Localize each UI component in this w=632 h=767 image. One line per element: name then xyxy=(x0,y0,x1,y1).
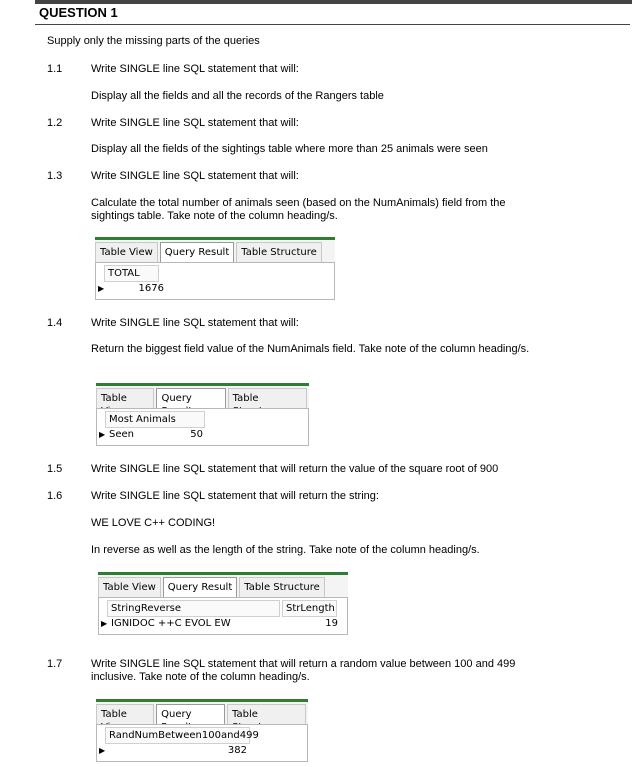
result-tabs xyxy=(96,699,308,724)
row-pointer-icon: ▶ xyxy=(101,619,108,628)
result-tabs xyxy=(96,383,309,408)
tab-table-structure[interactable]: Table Structure xyxy=(239,577,325,597)
column-header: RandNumBetween100and499 xyxy=(105,727,250,744)
tab-table-structure[interactable]: Table Structure xyxy=(236,242,322,262)
tab-table-view[interactable]: Table xyxy=(96,704,154,724)
result-cell: 50 xyxy=(190,429,203,440)
row-pointer-icon: ▶ xyxy=(98,284,105,293)
tab-query-result[interactable]: Query Result xyxy=(160,242,234,262)
q1-7-prompt: Write SINGLE line SQL statement that will return a random value between 100 and 499 inclusive. Take note of the column heading/s. xyxy=(91,658,516,683)
q1-6-detail: In reverse as well as the length of the string. Take note of the column heading/s. xyxy=(91,544,480,556)
result-cell: 382 xyxy=(227,745,247,756)
result-grid xyxy=(96,408,309,446)
q1-6-number: 1.6 xyxy=(47,490,63,502)
q1-2-prompt: Write SINGLE line SQL statement that will: xyxy=(91,117,299,129)
q1-4-prompt: Write SINGLE line SQL statement that will: xyxy=(91,317,299,329)
intro-text: Supply only the missing parts of the queries xyxy=(47,35,260,47)
q1-2-detail: Display all the fields of the sightings table where more than 25 animals were seen xyxy=(91,143,488,155)
q1-1-detail: Display all the fields and all the records of the Rangers table xyxy=(91,90,384,102)
q1-3-result-panel xyxy=(95,237,335,300)
row-pointer-icon: ▶ xyxy=(99,430,106,439)
tab-query-result[interactable]: Query xyxy=(156,704,225,724)
q1-5-prompt: Write SINGLE line SQL statement that will return the value of the square root of 900 xyxy=(91,463,499,475)
column-header: TOTAL xyxy=(104,265,159,282)
question-heading: QUESTION 1 xyxy=(39,5,118,20)
q1-3-detail: Calculate the total number of animals seen (based on the NumAnimals) field from the sightings table. Take note of the column heading/s. xyxy=(91,197,506,222)
result-grid xyxy=(98,597,348,635)
q1-7-number: 1.7 xyxy=(47,658,63,670)
tab-table-view[interactable]: Table xyxy=(96,388,154,408)
result-cell: 19 xyxy=(325,618,338,629)
result-grid xyxy=(96,724,308,762)
tab-table-structure[interactable]: Table xyxy=(227,704,306,724)
question-heading-box xyxy=(35,4,630,25)
q1-4-result-panel xyxy=(96,383,309,446)
q1-5-number: 1.5 xyxy=(47,463,63,475)
q1-4-number: 1.4 xyxy=(47,317,63,329)
result-tabs xyxy=(95,237,335,262)
q1-2-number: 1.2 xyxy=(47,117,63,129)
q1-6-string: WE LOVE C++ CODING! xyxy=(91,517,216,529)
result-grid xyxy=(95,262,335,300)
q1-6-prompt: Write SINGLE line SQL statement that will return the string: xyxy=(91,490,379,502)
q1-1-number: 1.1 xyxy=(47,63,63,75)
q1-4-detail: Return the biggest field value of the NumAnimals field. Take note of the column heading/s. xyxy=(91,343,530,355)
q1-6-result-panel xyxy=(98,572,348,635)
row-pointer-icon: ▶ xyxy=(99,746,106,755)
tab-table-view[interactable]: Table View xyxy=(98,577,161,597)
tab-query-result[interactable]: Query Result xyxy=(163,577,237,597)
tab-query-result[interactable]: Query xyxy=(156,388,225,408)
tab-table-structure[interactable]: Table xyxy=(228,388,307,408)
column-header: Most Animals Seen xyxy=(105,411,205,428)
result-tabs xyxy=(98,572,348,597)
tab-table-view[interactable]: Table View xyxy=(95,242,158,262)
result-cell: 1676 xyxy=(138,283,164,294)
q1-1-prompt: Write SINGLE line SQL statement that will: xyxy=(91,63,299,75)
result-cell: IGNIDOC ++C EVOL EW xyxy=(111,618,231,629)
q1-3-number: 1.3 xyxy=(47,170,63,182)
q1-7-result-panel xyxy=(96,699,308,762)
column-header: StringReverse xyxy=(107,600,280,617)
column-header: StrLength xyxy=(282,600,337,617)
q1-3-prompt: Write SINGLE line SQL statement that will: xyxy=(91,170,299,182)
